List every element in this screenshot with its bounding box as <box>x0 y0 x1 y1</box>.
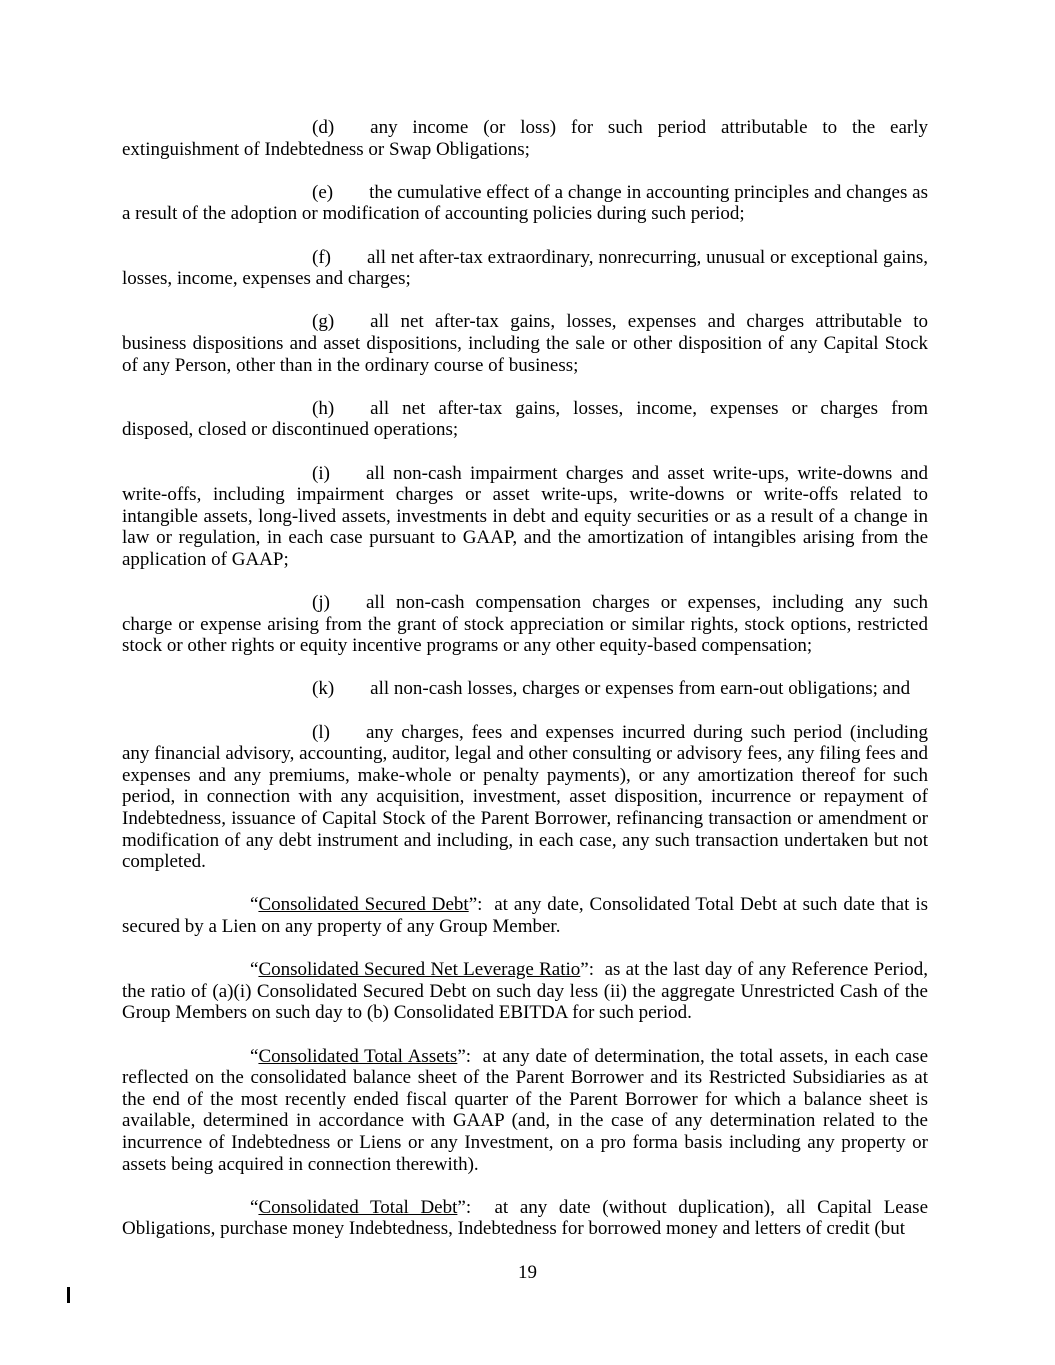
definition-term: Consolidated Secured Net Leverage Ratio <box>258 959 581 981</box>
definition-consolidated-secured-debt <box>122 894 928 937</box>
clause-label: (d) <box>312 117 335 138</box>
definition-body: at any date (without duplication), all Capital Lease Obligations, purchase money Indebtedness, Indebtedness for borrowed money and letters of credit (but <box>122 1196 929 1240</box>
clause-label: (f) <box>312 246 331 268</box>
page-content <box>122 117 928 1261</box>
clause-paragraph-i <box>122 463 928 571</box>
clause-label: (k) <box>312 678 335 700</box>
clause-text: all non-cash losses, charges or expenses from earn-out obligations; and <box>370 678 911 700</box>
clause-paragraph-j <box>122 592 928 657</box>
clause-text: all net after-tax gains, losses, expenses and charges attributable to business dispositions and asset dispositions, including the sale or other disposition of any Capital Stock of any Person, other than in the ordinary course of business; <box>122 311 928 376</box>
clause-label: (g) <box>312 311 335 333</box>
clause-paragraph-l <box>122 722 928 873</box>
clause-text: the cumulative effect of a change in accounting principles and changes as a result of the adoption or modification of accounting policies during such period; <box>122 181 928 225</box>
open-quote: “ <box>250 1045 259 1067</box>
definition-colon: ”: <box>580 959 600 981</box>
clause-paragraph-e <box>122 182 928 225</box>
definition-consolidated-secured-net-leverage-ratio <box>122 959 928 1024</box>
clause-label: (l) <box>312 721 330 743</box>
clause-label: (j) <box>312 592 330 614</box>
clause-paragraph-d <box>122 117 928 160</box>
clause-paragraph-f <box>122 247 928 290</box>
definition-term: Consolidated Total Debt <box>258 1196 458 1218</box>
definition-consolidated-total-assets <box>122 1046 928 1176</box>
definition-colon: ”: <box>468 894 489 916</box>
clause-text: all net after-tax extraordinary, nonrecurring, unusual or exceptional gains, losses, income, expenses and charges; <box>122 246 928 290</box>
clause-label: (i) <box>312 462 330 484</box>
clause-paragraph-h <box>122 398 928 441</box>
change-bar-mark <box>67 1287 70 1303</box>
definition-term: Consolidated Total Assets <box>258 1045 458 1067</box>
clause-label: (h) <box>312 397 335 419</box>
definition-colon: ”: <box>457 1196 483 1218</box>
open-quote: “ <box>250 894 259 916</box>
open-quote: “ <box>250 1196 259 1218</box>
clause-label: (e) <box>312 181 334 203</box>
clause-text: all non-cash compensation charges or expenses, including any such charge or expense arising from the grant of stock appreciation or similar rights, stock options, restricted stock or other rights or equity incentive programs or any other equity-based compensation; <box>122 592 928 657</box>
clause-text: all net after-tax gains, losses, income, expenses or charges from disposed, closed or discontinued operations; <box>122 397 928 441</box>
definition-body: at any date, Consolidated Total Debt at such date that is secured by a Lien on any property of any Group Member. <box>122 894 928 937</box>
definition-body: at any date of determination, the total assets, in each case reflected on the consolidated balance sheet of the Parent Borrower and its Restricted Subsidiaries as at the end of the most recently ended fiscal quarter of the Parent Borrower for which a balance sheet is available, determined in accordance with GAAP (and, in the case of any determination related to the incurrence of Indebtedness or Liens or any Investment, on a pro forma basis including any property or assets being acquired in connection therewith). <box>122 1045 929 1175</box>
page-number: 19 <box>518 1262 537 1283</box>
clause-text: any income (or loss) for such period attributable to the early extinguishment of Indebtedness or Swap Obligations; <box>122 117 928 160</box>
definition-term: Consolidated Secured Debt <box>258 894 469 916</box>
clause-text: any charges, fees and expenses incurred during such period (including any financial advisory, accounting, auditor, legal and other consulting or advisory fees, any filing fees and expenses and any premiums, make-whole or penalty payments), or any amortization thereof for such period, in connection with any acquisition, investment, asset disposition, incurrence or repayment of Indebtedness, issuance of Capital Stock of the Parent Borrower, refinancing transaction or amendment or modification of any debt instrument and including, in each case, any such transaction undertaken but not completed. <box>122 721 928 873</box>
definition-body: as at the last day of any Reference Period, the ratio of (a)(i) Consolidated Secured Debt on such day less (ii) the aggregate Unrestricted Cash of the Group Members on such day to (b) Consolidated EBITDA for such period. <box>122 959 928 1024</box>
open-quote: “ <box>250 959 259 981</box>
definition-colon: ”: <box>457 1045 477 1067</box>
definition-consolidated-total-debt <box>122 1197 928 1240</box>
clause-paragraph-g <box>122 311 928 376</box>
clause-text: all non-cash impairment charges and asset write-ups, write-downs and write-offs, including impairment charges or asset write-ups, write-downs or write-offs related to intangible assets, long-lived assets, investments in debt and equity securities or as a result of a change in law or regulation, in each case pursuant to GAAP, and the amortization of intangibles arising from the application of GAAP; <box>122 462 928 570</box>
clause-paragraph-k <box>122 678 928 700</box>
